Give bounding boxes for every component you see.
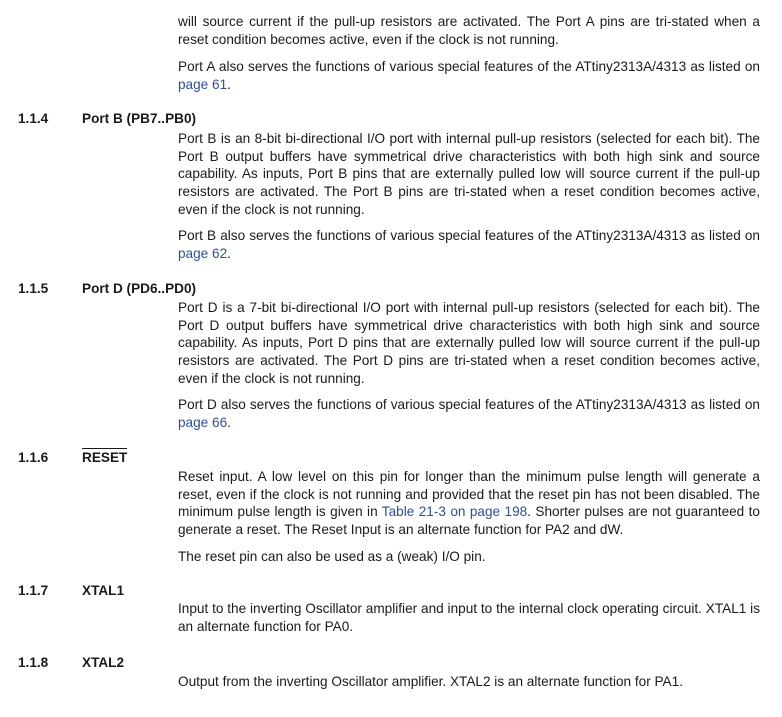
- section-number-port-d: 1.1.5: [18, 281, 49, 296]
- port-b-features-text: Port B also serves the functions of various special features of the ATtiny2313A/4313 as listed on: [178, 228, 760, 243]
- port-b-features-end: .: [227, 245, 231, 261]
- section-number-xtal1: 1.1.7: [18, 583, 49, 598]
- section-number-reset: 1.1.6: [18, 450, 49, 465]
- reset-description: [178, 468, 760, 539]
- reset-table-link[interactable]: Table 21-3 on page 198: [381, 504, 528, 520]
- port-a-continuation: will source current if the pull-up resistors are activated. The Port A pins are tri-stated when a reset condition becomes active, even if the clock is not running.: [178, 14, 760, 47]
- port-d-description: Port D is a 7-bit bi-directional I/O port with internal pull-up resistors (selected for each bit). The Port D output buffers have symmetrical drive characteristics with both high sink and source capability. As inputs, Port D pins that are externally pulled low will source current if the pull-up resistors are activated. The Port D pins are tri-stated when a reset condition becomes active, even if the clock is not running.: [178, 300, 760, 386]
- reset-extra-note: The reset pin can also be used as a (weak) I/O pin.: [178, 549, 486, 564]
- port-b-description: Port B is an 8-bit bi-directional I/O port with internal pull-up resistors (selected for each bit). The Port B output buffers have symmetrical drive characteristics with both high sink and source capability. As inputs, Port B pins that are externally pulled low will source current if the pull-up resistors are activated. The Port B pins are tri-stated when a reset condition becomes active, even if the clock is not running.: [178, 131, 760, 217]
- port-a-features-text: Port A also serves the functions of various special features of the ATtiny2313A/4313 as listed on: [178, 59, 760, 74]
- port-a-page-link[interactable]: page 61: [178, 76, 228, 92]
- reset-description-start: Reset input. A low level on this pin for longer than the minimum pulse length will generate a reset, even if the clock is not running and provided that the reset pin has not been disabled. The minimum pulse length is given in: [178, 469, 760, 520]
- port-d-features-text: Port D also serves the functions of various special features of the ATtiny2313A/4313 as listed on: [178, 397, 760, 412]
- section-title-xtal2: XTAL2: [82, 655, 125, 670]
- port-a-features-end: .: [227, 76, 231, 92]
- section-title-reset: RESET: [82, 450, 128, 465]
- port-d-page-link[interactable]: page 66: [178, 414, 228, 430]
- section-title-port-b: Port B (PB7..PB0): [82, 111, 197, 126]
- port-d-features: [178, 396, 760, 431]
- reset-description-end: . Shorter pulses are not guaranteed to generate a reset. The Reset Input is an alternate function for PA2 and dW.: [178, 504, 760, 538]
- port-d-features-end: .: [227, 414, 231, 430]
- port-b-page-link[interactable]: page 62: [178, 245, 228, 261]
- section-number-port-b: 1.1.4: [18, 111, 49, 126]
- xtal2-description: Output from the inverting Oscillator amplifier. XTAL2 is an alternate function for PA1.: [178, 674, 683, 689]
- section-title-xtal1: XTAL1: [82, 583, 125, 598]
- section-number-xtal2: 1.1.8: [18, 655, 49, 670]
- section-title-port-d: Port D (PD6..PD0): [82, 281, 197, 296]
- port-b-features: [178, 227, 760, 262]
- xtal1-description: Input to the inverting Oscillator amplifier and input to the internal clock operating circuit. XTAL1 is an alternate function for PA0.: [178, 601, 760, 634]
- port-a-features: [178, 58, 760, 93]
